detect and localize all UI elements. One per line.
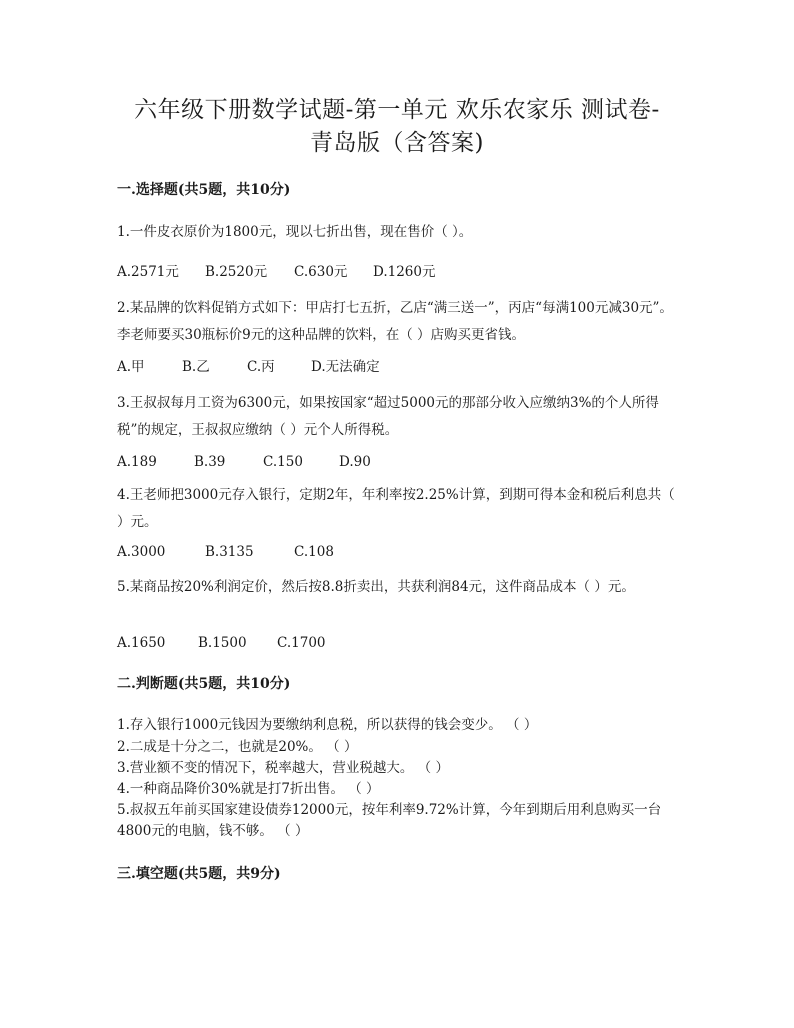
option-b: B.3135	[205, 544, 254, 560]
option-c: C.1700	[277, 635, 326, 651]
option-d: D.无法确定	[311, 359, 380, 375]
option-a: A.3000	[117, 544, 166, 560]
option-c: C.150	[263, 454, 303, 470]
document-title-line-2: 青岛版（含答案)	[310, 130, 484, 156]
section-heading-judgement: 二.判断题(共5题，共10分)	[117, 676, 291, 692]
judgement-item-5: 5.叔叔五年前买国家建设债券12000元，按年利率9.72%计算，今年到期后用利息购买一台4800元的电脑，钱不够。 （ ）	[117, 802, 662, 839]
option-d: D.90	[339, 454, 371, 470]
option-b: B.1500	[198, 635, 247, 651]
option-c: C.630元	[294, 264, 348, 280]
option-c: C.丙	[247, 359, 275, 375]
section-heading-fill-blank: 三.填空题(共5题，共9分)	[117, 866, 281, 882]
option-b: B.39	[194, 454, 226, 470]
option-a: A.1650	[117, 635, 166, 651]
choice-question-2: 2.某品牌的饮料促销方式如下：甲店打七五折，乙店“满三送一”，丙店“每满100元减30元”。李老师要买30瓶标价9元的这种品牌的饮料，在（ ）店购买更省钱。	[117, 300, 673, 343]
option-b: B.乙	[182, 359, 210, 375]
option-b: B.2520元	[205, 264, 268, 280]
choice-question-4: 4.王老师把3000元存入银行，定期2年，年利率按2.25%计算，到期可得本金和税后利息共（ ）元。	[117, 487, 675, 530]
judgement-item-3: 3.营业额不变的情况下，税率越大，营业税越大。 （ ）	[117, 760, 449, 776]
document-title-line-1: 六年级下册数学试题-第一单元 欢乐农家乐 测试卷-	[134, 97, 660, 123]
judgement-item-4: 4.一种商品降价30%就是打7折出售。 （ ）	[117, 781, 380, 797]
option-d: D.1260元	[373, 264, 436, 280]
option-a: A.甲	[117, 359, 145, 375]
choice-question-1: 1.一件皮衣原价为1800元，现以七折出售，现在售价（ ）。	[117, 224, 473, 240]
option-a: A.189	[117, 454, 157, 470]
judgement-item-1: 1.存入银行1000元钱因为要缴纳利息税，所以获得的钱会变少。 （ ）	[117, 717, 538, 733]
option-a: A.2571元	[117, 264, 179, 280]
section-heading-choice: 一.选择题(共5题，共10分)	[117, 182, 291, 198]
choice-question-3: 3.王叔叔每月工资为6300元，如果按国家“超过5000元的那部分收入应缴纳3%的个人所得税”的规定，王叔叔应缴纳（ ）元个人所得税。	[117, 395, 659, 438]
choice-question-5: 5.某商品按20%利润定价，然后按8.8折卖出，共获利润84元，这件商品成本（ ）元。	[117, 579, 635, 595]
option-c: C.108	[294, 544, 334, 560]
judgement-item-2: 2.二成是十分之二，也就是20%。 （ ）	[117, 739, 358, 755]
